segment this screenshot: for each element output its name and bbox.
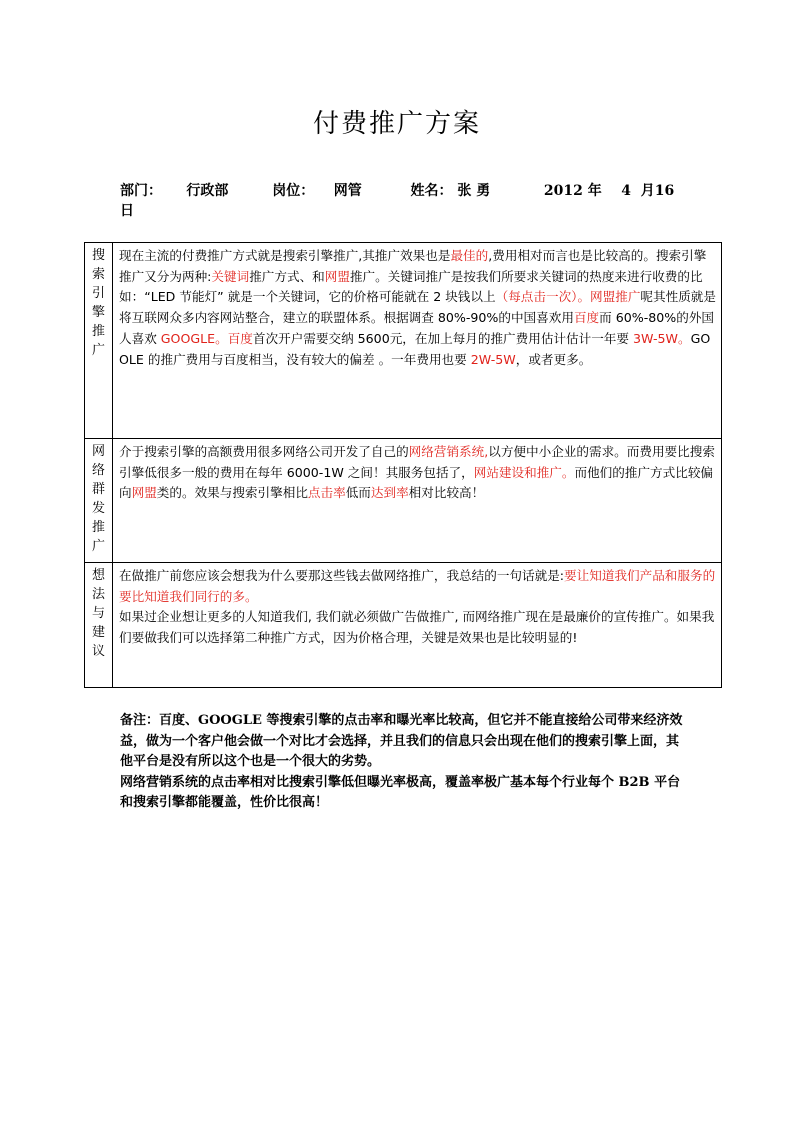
section-label-char: 广 [91,343,105,358]
section-label-suggestion [85,563,113,688]
name-label: 姓名： [410,183,453,199]
body-text: 相对比较高！ [408,485,485,501]
highlight-text: 要让知道我们产品和服务的要比知道我们同行的多。 [119,568,716,604]
body-text: 以方便中小企业的需求。而费用要比搜索引擎低很多一般的费用在每年 6000-1W 之间！其服务包括了， [119,444,715,480]
section-label-char: 群 [91,482,105,497]
date-year: 2012 [543,183,583,199]
section-label-char: 建 [91,625,105,640]
body-text: 推广。关键词推广是按我们所要求关键词的热度来进行收费的比如：“LED 节能灯” 就是一个关键词，它的价格可能就在 2 块钱以上 [119,268,703,305]
section-label-char: 擎 [91,305,105,320]
highlight-text: 网盟 [324,268,350,284]
body-text: 如果过企业想让更多的人知道我们, 我们就必须做广告做推广, 而网络推广现在是最廉价的宣传推广。如果我们要做我们可以选择第二种推广方式，因为价格合理，关键是效果也是比较明显的! [119,609,715,646]
body-text: 呢其性质就是将互联网众多内容网站整合，建立的联盟体系。根据调查 80%-90%的中国喜欢用 [119,289,716,326]
section-paragraph [119,566,717,607]
section-label-network [85,439,113,563]
section-row-suggestion [85,563,722,688]
body-text: 而 60%-80%的外国人喜欢 [119,310,715,346]
section-label-char: 推 [91,520,105,535]
body-text: 现在主流的付费推广方式就是搜索引擎推广,其推广效果也是 [119,248,451,263]
date-day-unit: 日 [120,203,134,219]
body-text: 首次开户需要交纳 5600元，在加上每月的推广费用估计估计一年要 [252,330,633,346]
section-label-char: 索 [91,267,105,282]
body-text: 介于搜索引擎的高额费用很多网络公司开发了自己的 [119,444,409,459]
highlight-text: 网络营销系统, [408,444,489,459]
highlight-text: 关键词 [211,268,250,284]
page-title: 付费推广方案 [312,109,481,139]
section-paragraph [119,607,717,648]
note-line-2: 网络营销系统的点击率相对比搜索引擎低但曝光率极高，覆盖率极广基本每个行业每个 B2B 平台和搜索引擎都能覆盖，性价比很高！ [120,774,681,810]
dept-value: 行政部 [186,183,229,199]
section-label-char: 发 [91,501,105,516]
highlight-text: 网盟 [131,485,157,501]
section-label-char: 与 [91,606,105,621]
section-label-char: 网 [91,444,105,459]
plan-table [84,242,722,688]
section-label-char: 推 [91,324,105,339]
section-row-network [85,439,722,563]
section-label-char: 搜 [91,248,105,263]
body-text: ，或者更多。 [515,351,592,367]
highlight-text: （每点击一次）。网盟推广 [495,289,641,305]
section-label-char: 想 [91,568,105,583]
notes-block [120,711,690,814]
note-line-1: 备注：百度、GOOGLE 等搜索引擎的点击率和曝光率比较高，但它并不能直接给公司带来经济效益，做为一个客户他会做一个对比才会选择，并且我们的信息只会出现在他们的搜索引擎上面，其他平台是没有所以这个也是一个很大的劣势。 [120,713,683,769]
section-label-char: 引 [91,286,105,301]
name-value: 张 勇 [457,183,491,199]
dept-label: 部门： [120,183,162,199]
highlight-text: 最佳的 [450,248,489,263]
post-label: 岗位： [272,183,315,199]
highlight-text: 达到率 [370,485,409,501]
body-text: 而他们的推广方式比较偏向 [119,464,714,501]
section-label-char: 广 [91,539,105,554]
highlight-text: 2W-5W [470,351,516,367]
section-label-search [85,243,113,439]
body-text: ,费用相对而言也是比较高的。搜索引擎推广又分为两种: [119,248,707,284]
date-month: 4 [621,183,631,199]
date-year-unit: 年 [587,183,602,199]
highlight-text: 3W-5W。 [633,330,691,346]
body-text: 低而 [345,485,371,501]
body-text: 推广方式、和 [249,268,325,284]
highlight-text: 点击率 [307,485,346,501]
post-value: 网管 [333,183,362,199]
date-day: 16 [654,183,675,199]
highlight-text: GOOGLE。百度 [160,330,253,346]
section-content-search [113,243,722,439]
date-month-unit: 月 [640,183,655,199]
body-text: GOOLE 的推广费用与百度相当，没有较大的偏差 。一年费用也要 [119,330,711,367]
section-row-search [85,243,722,439]
body-text: 类的。效果与搜索引擎相比 [156,485,308,501]
section-label-char: 法 [91,587,105,602]
highlight-text: 网站建设和推广。 [473,464,575,480]
section-label-char: 议 [91,644,105,659]
section-label-char: 络 [91,463,105,478]
highlight-text: 百度 [573,310,600,326]
info-row [120,181,680,221]
body-text: 在做推广前您应该会想我为什么要那这些钱去做网络推广，我总结的一句话就是: [119,568,565,583]
section-content-network [113,439,722,563]
section-content-suggestion [113,563,722,688]
